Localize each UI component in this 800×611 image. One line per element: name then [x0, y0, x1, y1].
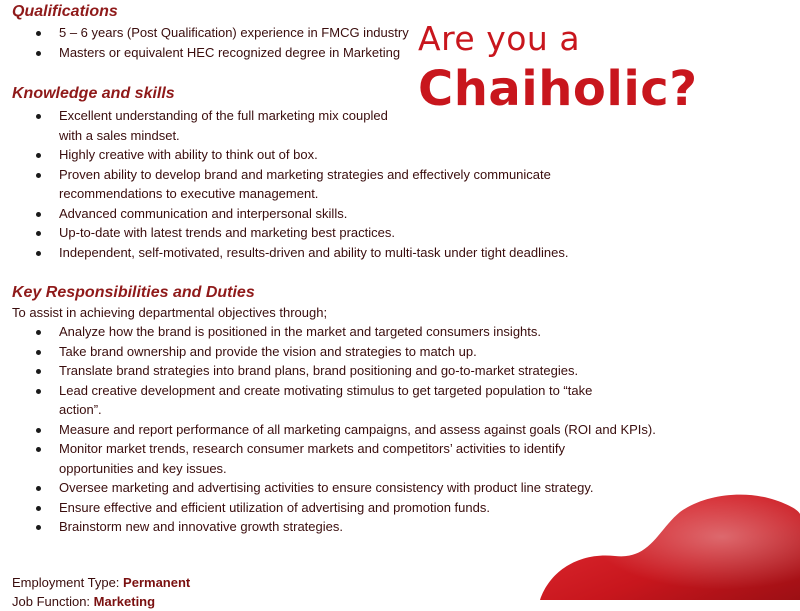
list-item	[0, 322, 656, 342]
list-item-text: Oversee marketing and advertising activities to ensure consistency with product line strategy.	[59, 480, 594, 495]
bullet-icon	[36, 212, 41, 217]
employment-type-label: Employment Type:	[12, 575, 124, 590]
responsibilities-heading: Key Responsibilities and Duties	[12, 284, 255, 301]
list-item	[0, 43, 409, 63]
headline-line-1: Are you a	[418, 19, 581, 58]
bullet-icon	[36, 389, 41, 394]
list-item-text: Lead creative development and create motivating stimulus to get targeted population to “take	[59, 382, 593, 398]
list-item-text: Ensure effective and efficient utilization of advertising and promotion funds.	[59, 499, 490, 515]
job-function-label: Job Function:	[12, 594, 94, 609]
list-item	[0, 106, 568, 145]
list-item	[0, 204, 568, 224]
list-item-text: Excellent understanding of the full marketing mix coupled	[59, 108, 388, 123]
job-function-value: Marketing	[93, 594, 156, 609]
bullet-icon	[36, 506, 41, 511]
employment-type-value: Permanent	[123, 575, 191, 590]
list-item-text: Proven ability to develop brand and marketing strategies and effectively communicate	[59, 166, 551, 182]
bullet-icon	[36, 428, 41, 433]
list-item-text: Take brand ownership and provide the vision and strategies to match up.	[59, 343, 477, 359]
list-item-text: opportunities and key issues.	[59, 460, 227, 476]
list-item-text: Brainstorm new and innovative growth strategies.	[59, 519, 343, 534]
bullet-icon	[36, 31, 41, 36]
list-item	[0, 361, 656, 381]
bullet-icon	[36, 153, 41, 158]
qualifications-list	[0, 23, 409, 62]
list-item	[0, 23, 409, 43]
bullet-icon	[36, 369, 41, 374]
bullet-icon	[36, 447, 41, 452]
list-item	[0, 420, 656, 440]
job-function	[12, 592, 155, 611]
list-item	[0, 243, 568, 263]
list-item-text: Translate brand strategies into brand plans, brand positioning and go-to-market strategies.	[59, 363, 579, 378]
bullet-icon	[36, 173, 41, 178]
list-item-text: with a sales mindset.	[59, 127, 180, 143]
headline-line-2: Chaiholic?	[418, 61, 698, 117]
list-item-text: 5 – 6 years (Post Qualification) experience in FMCG industry	[59, 25, 409, 40]
list-item-text: Up-to-date with latest trends and marketing best practices.	[59, 225, 395, 240]
decorative-red-wave	[540, 490, 800, 600]
knowledge-heading: Knowledge and skills	[12, 85, 175, 102]
list-item-text: Highly creative with ability to think out of box.	[59, 147, 318, 162]
list-item-text: Advanced communication and interpersonal skills.	[59, 205, 348, 221]
list-item	[0, 381, 656, 420]
employment-type	[12, 573, 190, 592]
list-item-text: Masters or equivalent HEC recognized degree in Marketing	[59, 44, 401, 60]
bullet-icon	[36, 486, 41, 491]
bullet-icon	[36, 330, 41, 335]
bullet-icon	[36, 114, 41, 119]
list-item-text: action”.	[59, 402, 102, 417]
qualifications-heading: Qualifications	[12, 3, 118, 20]
responsibilities-intro: To assist in achieving departmental objectives through;	[12, 305, 328, 320]
bullet-icon	[36, 51, 41, 56]
list-item-text: Measure and report performance of all marketing campaigns, and assess against goals (ROI and KPIs).	[59, 421, 656, 437]
bullet-icon	[36, 251, 41, 256]
bullet-icon	[36, 231, 41, 236]
list-item	[0, 439, 656, 478]
list-item	[0, 165, 568, 204]
list-item	[0, 145, 568, 165]
bullet-icon	[36, 525, 41, 530]
list-item	[0, 342, 656, 362]
list-item	[0, 223, 568, 243]
headline	[418, 19, 698, 117]
knowledge-list	[0, 106, 568, 262]
bullet-icon	[36, 350, 41, 355]
list-item-text: Monitor market trends, research consumer markets and competitors’ activities to identify	[59, 441, 565, 456]
list-item-text: recommendations to executive management.	[59, 186, 319, 201]
list-item-text: Independent, self-motivated, results-driven and ability to multi-task under tight deadlines.	[59, 244, 569, 260]
list-item-text: Analyze how the brand is positioned in the market and targeted consumers insights.	[59, 324, 541, 339]
